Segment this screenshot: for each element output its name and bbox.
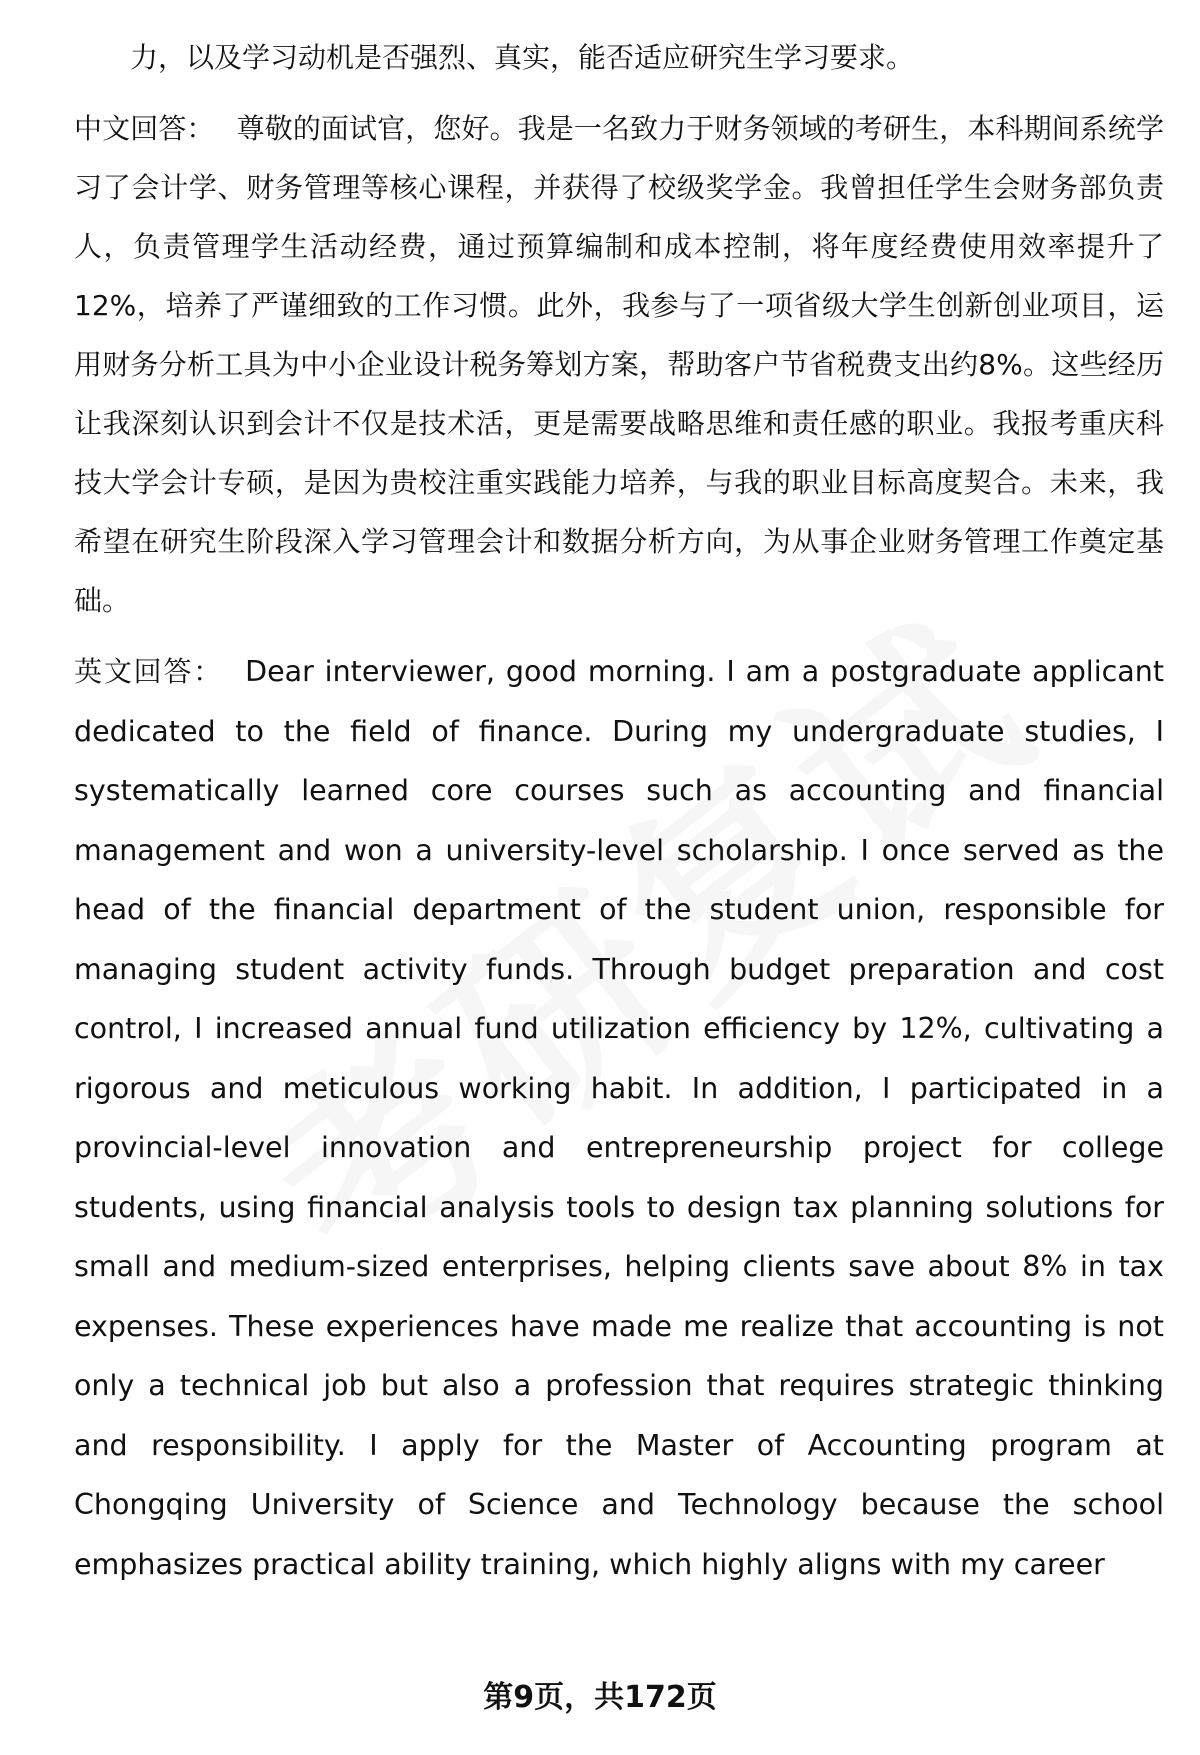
chinese-answer-label: 中文回答： [74,112,215,145]
chinese-answer-paragraph [74,99,1164,630]
intro-text: 力，以及学习动机是否强烈、真实，能否适应研究生学习要求。 [130,41,915,74]
page-content [74,28,1164,1594]
page-footer [0,1672,1200,1716]
chinese-answer-text: 尊敬的面试官，您好。我是一名致力于财务领域的考研生，本科期间系统学习了会计学、财务管理等核心课程，并获得了校级奖学金。我曾担任学生会财务部负责人，负责管理学生活动经费，通过预算编制和成本控制，将年度经费使用效率提升了12%，培养了严谨细致的工作习惯。此外，我参与了一项省级大学生创新创业项目，运用财务分析工具为中小企业设计税务筹划方案，帮助客户节省税费支出约8%。这些经历让我深刻认识到会计不仅是技术活，更是需要战略思维和责任感的职业。我报考重庆科技大学会计专硕，是因为贵校注重实践能力培养，与我的职业目标高度契合。未来，我希望在研究生阶段深入学习管理会计和数据分析方向，为从事企业财务管理工作奠定基础。 [74,112,1164,617]
english-answer-label: 英文回答： [74,655,224,688]
page-number-label: 第9页，共172页 [483,1680,717,1715]
english-answer-text: Dear interviewer, good morning. I am a postgraduate applicant dedicated to the field of finance. During my undergraduate studies, I systematically learned core courses such as accounting and financial management and won a university-level scholarship. I once served as the head of the financial department of the student union, responsible for managing student activity funds. Through budget preparation and cost control, I increased annual fund utilization efficiency by 12%, cultivating a rigorous and meticulous working habit. In addition, I participated in a provincial-level innovation and entrepreneurship project for college students, using financial analysis tools to design tax planning solutions for small and medium-sized enterprises, helping clients save about 8% in tax expenses. These experiences have made me realize that accounting is not only a technical job but also a profession that requires strategic thinking and responsibility. I apply for the Master of Accounting program at Chongqing University of Science and Technology because the school emphasizes practical ability training, which highly aligns with my career [74,655,1164,1581]
english-answer-paragraph [74,642,1164,1594]
intro-paragraph [74,28,1164,87]
